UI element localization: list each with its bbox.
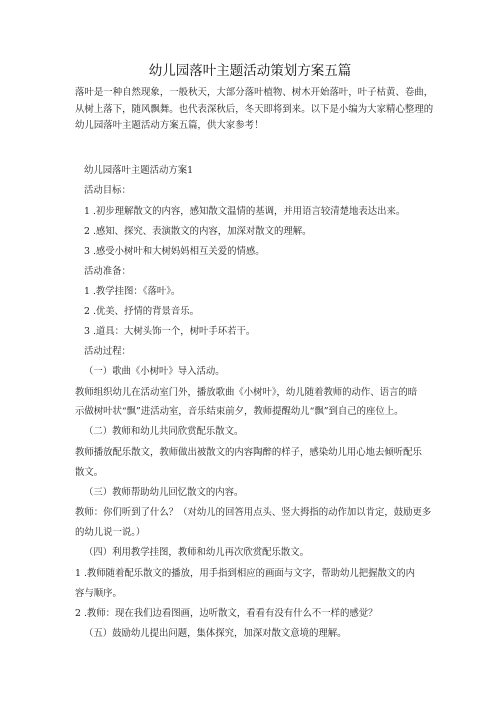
intro-line: 从树上落下，随风飘舞。也代表深秋后，冬天即将到来。以下是小编为大家精心整理的: [75, 103, 434, 115]
process-text: 散文。: [75, 467, 104, 478]
prep-label: 活动准备：: [84, 266, 131, 277]
process-text: 容与顺序。: [75, 588, 122, 599]
process-label: 活动过程：: [84, 346, 131, 357]
process-text: 2 .教师：现在我们边看图画，边听散文，看看有没有什么不一样的感觉？: [75, 608, 378, 619]
process-step: （一）歌曲《小树叶》导入活动。: [84, 366, 225, 377]
goals-label: 活动目标：: [84, 185, 131, 196]
prep-item: 2 .优美、抒情的背景音乐。: [84, 306, 200, 317]
intro-paragraph: [75, 85, 435, 135]
process-text: 1 .教师随着配乐散文的播放，用手指到相应的画面与文字，帮助幼儿把握散文的内: [75, 568, 416, 579]
intro-line: 落叶是一种自然现象，一般秋天，大部分落叶植物、树木开始落叶，叶子枯黄、卷曲，: [75, 87, 434, 98]
process-step: （四）利用教学挂图，教师和幼儿再次欣赏配乐散文。: [84, 547, 310, 558]
document-title: 幼儿园落叶主题活动策划方案五篇: [148, 63, 352, 79]
process-text: 教师组织幼儿在活动室门外，播放歌曲《小树叶》，幼儿随着教师的动作、语言的暗: [75, 387, 418, 398]
prep-item: 3 .道具：大树头饰一个，树叶手环若干。: [84, 326, 256, 337]
prep-item: 1 .教学挂图：《落叶》。: [84, 286, 181, 297]
intro-line: 幼儿园落叶主题活动方案五篇，供大家参考！: [75, 120, 264, 131]
process-step: （二）教师和幼儿共同欣赏配乐散文。: [84, 426, 244, 437]
process-text: 教师：你们听到了什么？（对幼儿的回答用点头、竖大拇指的动作加以肯定，鼓励更多: [75, 507, 432, 518]
goal-item: 3 .感受小树叶和大树妈妈相互关爱的情感。: [84, 246, 265, 257]
plan1-heading: 幼儿园落叶主题活动方案1: [84, 165, 194, 176]
process-step: （五）鼓励幼儿提出问题，集体探究，加深对散文意境的理解。: [84, 628, 347, 639]
process-text: 示做树叶状“飘”进活动室，音乐结束前夕，教师提醒幼儿“飘”到自己的座位上。: [75, 406, 404, 417]
goal-item: 2 .感知、探究、表演散文的内容，加深对散文的理解。: [84, 226, 312, 237]
process-text: 的幼儿说一说。）: [75, 527, 146, 538]
goal-item: 1 .初步理解散文的内容，感知散文温情的基调，并用语言较清楚地表达出来。: [84, 206, 406, 217]
process-text: 教师播放配乐散文，教师做出被散文的内容陶醉的样子，感染幼儿用心地去倾听配乐: [75, 447, 422, 458]
process-step: （三）教师帮助幼儿回忆散文的内容。: [84, 487, 244, 498]
